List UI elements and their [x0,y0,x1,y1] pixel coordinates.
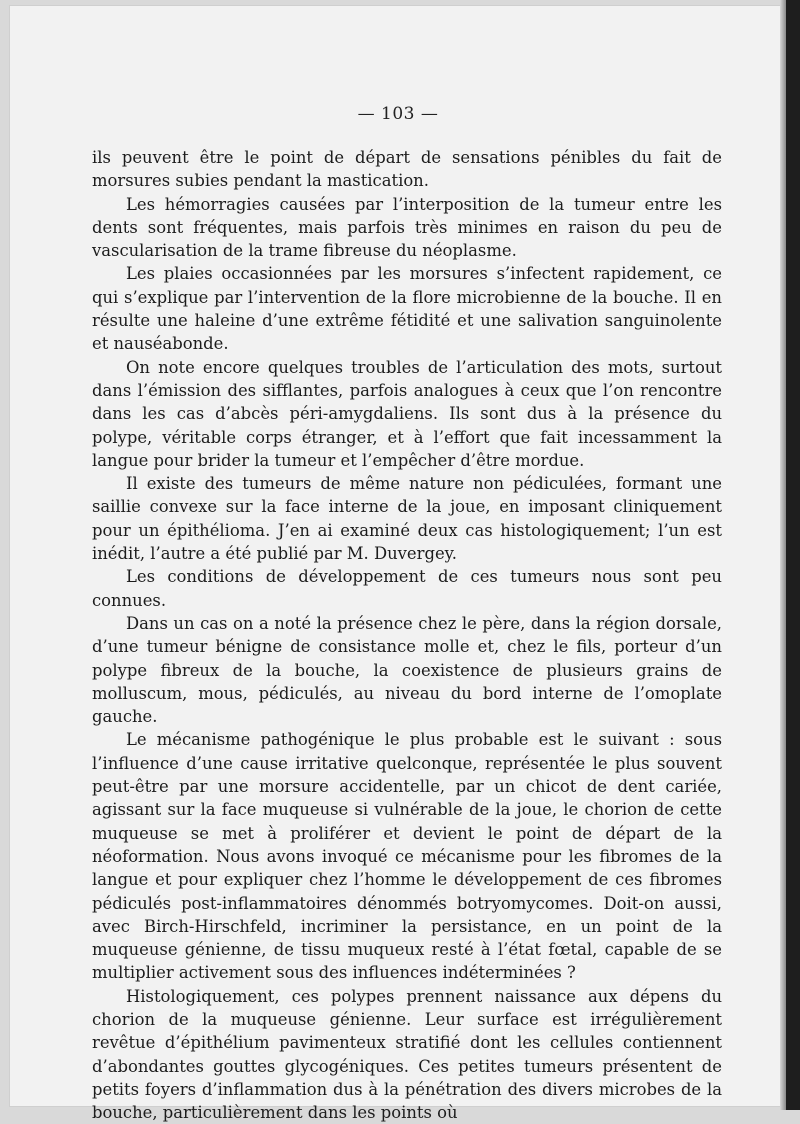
paragraph-4: On note encore quelques troubles de l’articulation des mots, surtout dans l’émission des sifflantes, parfois analogues à ceux que l’on rencontre dans les cas d’abcès péri-amygdaliens. Ils sont dus à la présence du polype, véritable corps étranger, et à l’effort que fait incessamment la langue pour brider la tumeur et l’empêcher d’être mordue. [92,357,722,470]
paragraph-2: Les hémorragies causées par l’interposition de la tumeur entre les dents sont fréquentes, mais parfois très minimes en raison du peu de vascularisation de la trame fibreuse du néoplasme. [92,194,722,261]
paragraph-9: Histologiquement, ces polypes prennent naissance aux dépens du chorion de la muqueuse génienne. Leur surface est irrégulièrement revêtue d’épithélium pavimenteux stratifié dont les cellules contiennent d’abondantes gouttes glycogéniques. Ces petites tumeurs présentent de petits foyers d’inflammation dus à la pénétration des divers microbes de la bouche, particulièrement dans les points où [92,986,722,1123]
paragraph-7: Dans un cas on a noté la présence chez le père, dans la région dorsale, d’une tumeur bénigne de consistance molle et, chez le fils, porteur d’un polype fibreux de la bouche, la coexistence de plusieurs grains de molluscum, mous, pédiculés, au niveau du bord interne de l’omoplate gauche. [92,613,722,727]
paragraph-8: Le mécanisme pathogénique le plus probable est le suivant : sous l’influence d’une cause irritative quelconque, représentée le plus souvent peut-être par une morsure accidentelle, par un chicot de dent cariée, agissant sur la face muqueuse si vulnérable de la joue, le chorion de cette muqueuse se met à proliférer et devient le point de départ de la néoformation. Nous avons invoqué ce mécanisme pour les fibromes de la langue et pour expliquer chez l’homme le développement de ces fibromes pédiculés post-inflammatoires dénommés botryomycomes. Doit-on aussi, avec Birch-Hirschfeld, incriminer la persistance, en un point de la muqueuse génienne, de tissu muqueux resté à l’état fœtal, capable de se multiplier activement sous des influences indéterminées ? [92,730,722,983]
document-page [10,6,786,1123]
paragraph-3: Les plaies occasionnées par les morsures s’infectent rapidement, ce qui s’explique par l’intervention de la flore microbienne de la bouche. Il en résulte une haleine d’une extrême fétidité et une salivation sanguinolente et nauséabonde. [92,264,722,354]
page-number: — 103 — [357,104,439,124]
paragraph-6: Les conditions de développement de ces tumeurs nous sont peu connues. [92,567,722,610]
body-text [92,146,722,1124]
page-edge [786,0,800,1110]
paragraph-1: ils peuvent être le point de départ de sensations pénibles du fait de morsures subies pendant la mastication. [92,148,722,191]
paragraph-5: Il existe des tumeurs de même nature non pédiculées, formant une saillie convexe sur la face interne de la joue, en imposant cliniquement pour un épithélioma. J’en ai examiné deux cas histologiquement; l’un est inédit, l’autre a été publié par M. Duvergey. [92,474,722,564]
